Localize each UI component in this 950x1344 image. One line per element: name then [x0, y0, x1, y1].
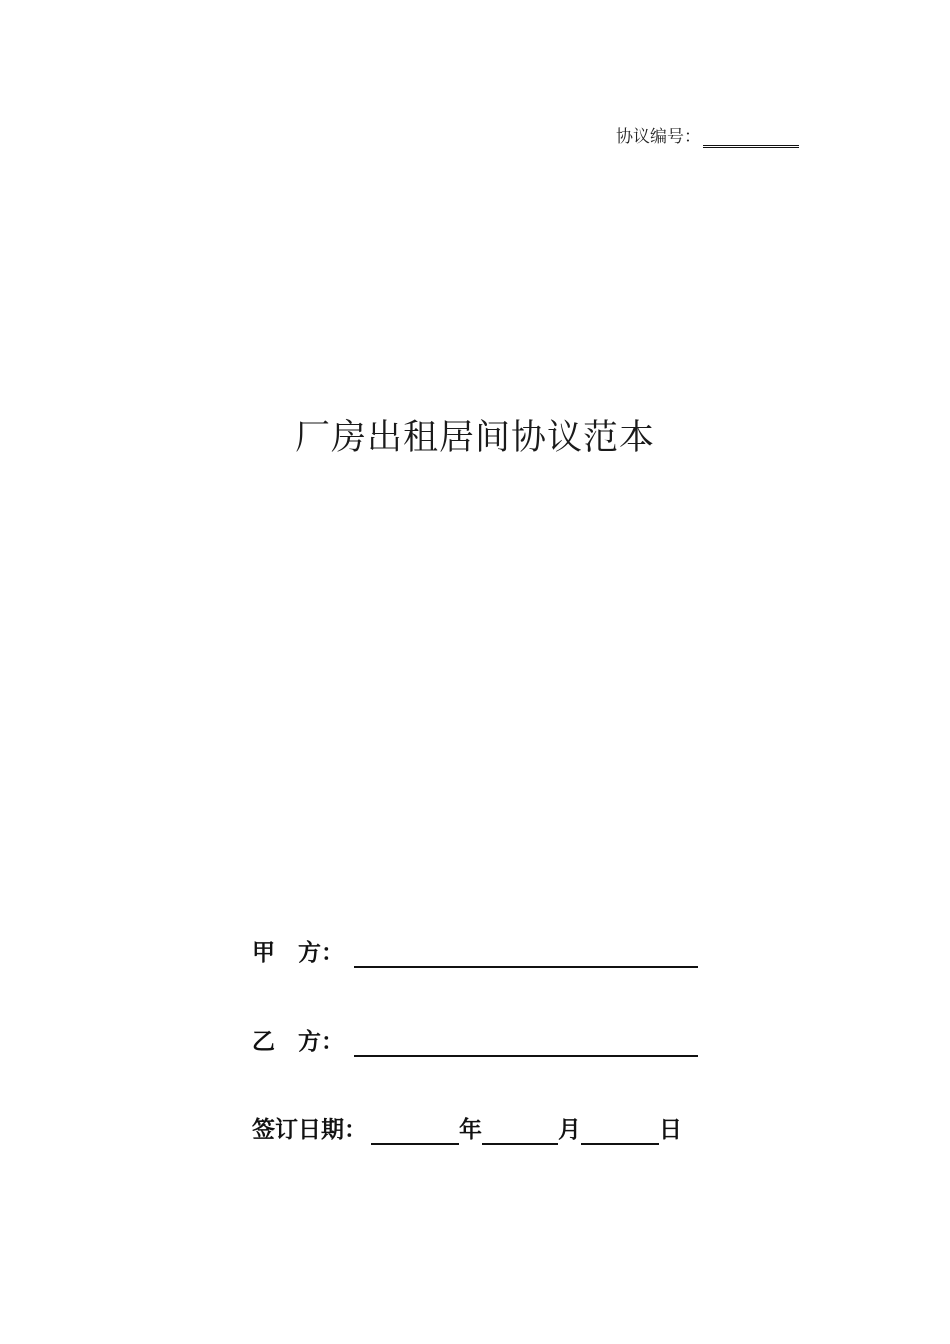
party-b-label: 乙 方：	[252, 1028, 344, 1055]
year-label: 年	[459, 1116, 482, 1143]
day-label: 日	[659, 1116, 682, 1143]
agreement-number-label: 协议编号：	[616, 127, 701, 147]
month-label: 月	[558, 1116, 581, 1143]
sign-date-field	[252, 1115, 682, 1145]
sign-date-label: 签订日期：	[252, 1116, 367, 1143]
agreement-number-blank[interactable]	[703, 129, 799, 148]
day-blank[interactable]	[581, 1121, 659, 1145]
party-b-blank[interactable]	[354, 1033, 698, 1057]
document-title: 厂房出租居间协议范本	[294, 418, 655, 458]
month-blank[interactable]	[482, 1121, 558, 1145]
party-a-field	[252, 938, 698, 968]
agreement-number-field	[616, 126, 799, 148]
party-a-label: 甲 方：	[252, 939, 344, 966]
party-a-blank[interactable]	[354, 944, 698, 968]
party-b-field	[252, 1027, 698, 1057]
year-blank[interactable]	[371, 1121, 459, 1145]
